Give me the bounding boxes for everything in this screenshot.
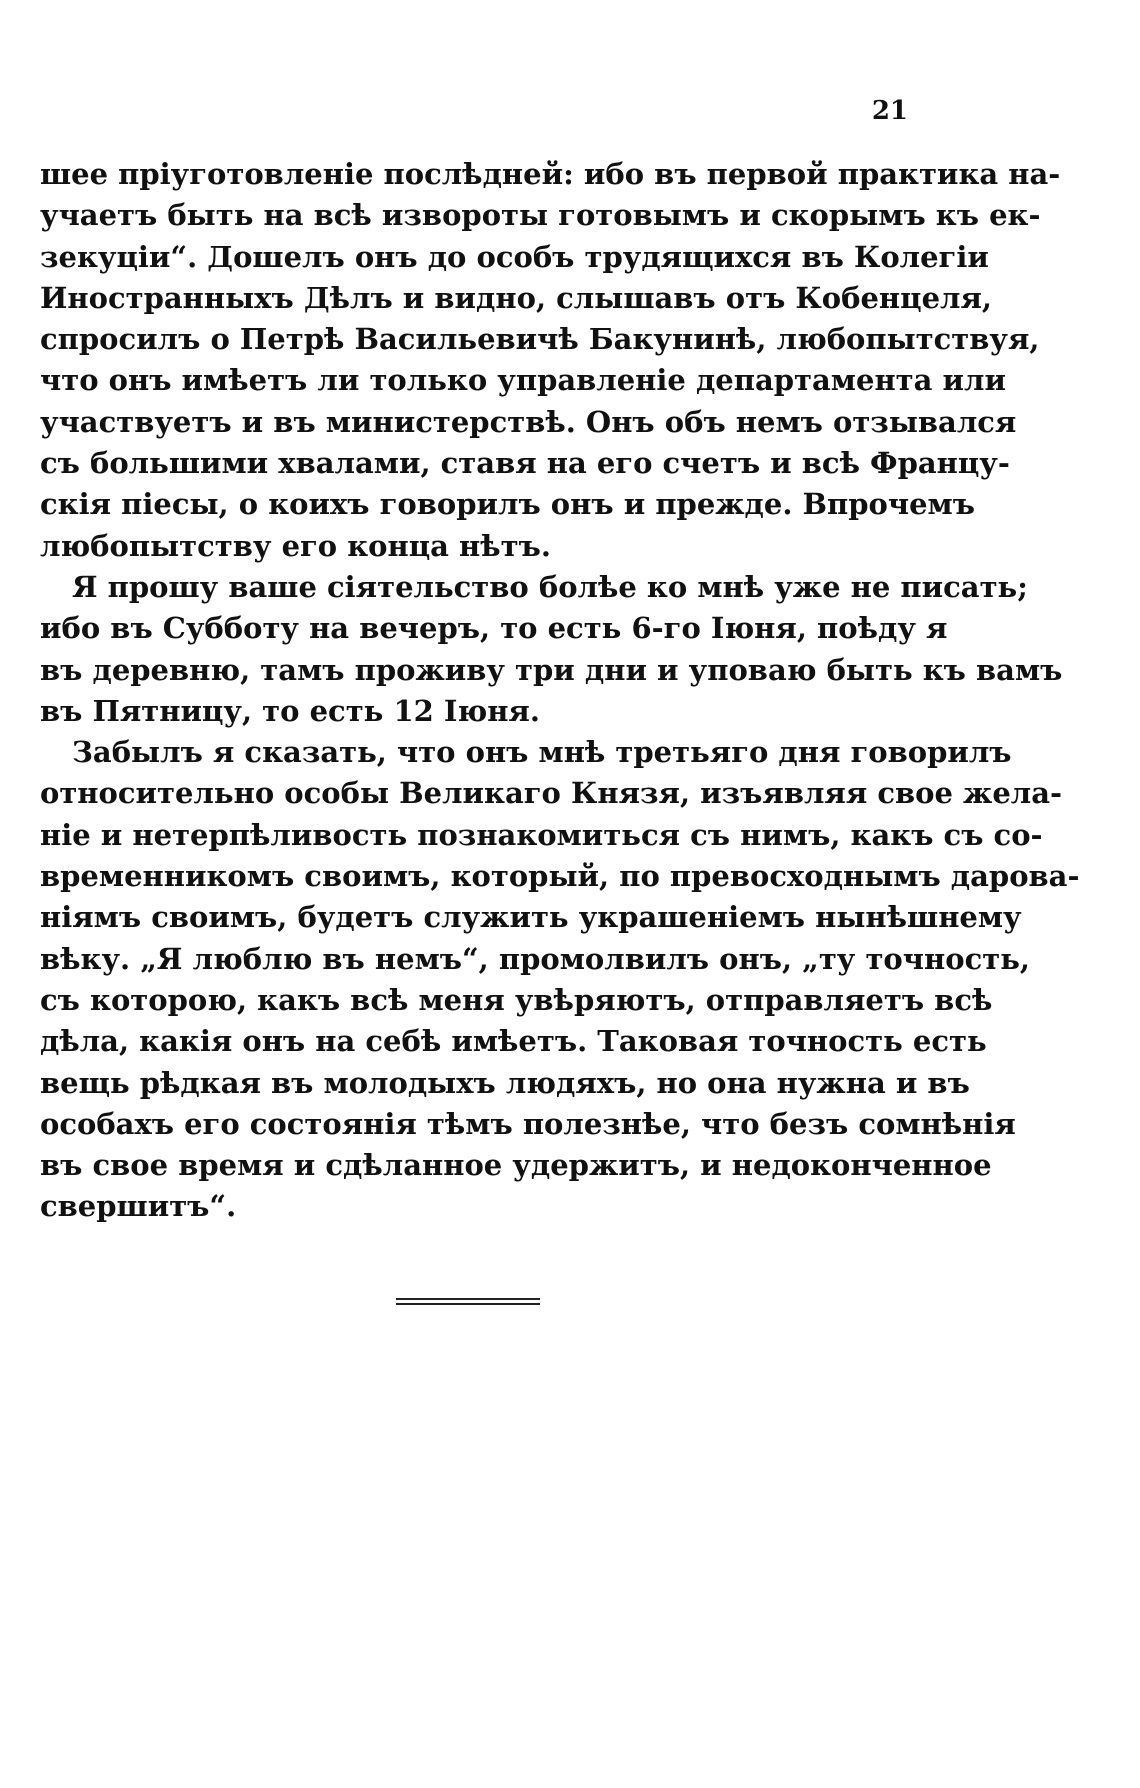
text-line: свершитъ“. bbox=[40, 1189, 237, 1224]
text-line: ніе и нетерпѣливость познакомиться съ нимъ, какъ съ со- bbox=[40, 817, 1043, 852]
text-line: участвуетъ и въ министерствѣ. Онъ объ немъ отзывался bbox=[40, 404, 1017, 439]
paragraph-start-line: Я прошу ваше сіятельство болѣе ко мнѣ уже не писать; bbox=[72, 569, 1028, 604]
text-line: съ большими хвалами, ставя на его счетъ и всѣ Францу- bbox=[40, 446, 1010, 481]
text-line: въ Пятницу, то есть 12 Іюня. bbox=[40, 693, 540, 728]
paragraph-start-line: Забылъ я сказать, что онъ мнѣ третьяго дня говорилъ bbox=[72, 735, 1012, 770]
text-line: дѣла, какія онъ на себѣ имѣетъ. Таковая точность есть bbox=[40, 1024, 987, 1059]
body-text bbox=[40, 154, 1080, 1228]
section-end-rule bbox=[396, 1298, 540, 1305]
text-line: учаетъ быть на всѣ извороты готовымъ и скорымъ къ ек- bbox=[40, 198, 1041, 233]
text-line: вѣку. „Я люблю въ немъ“, промолвилъ онъ, „ту точность, bbox=[40, 941, 1030, 976]
text-line: въ деревню, тамъ проживу три дни и уповаю быть къ вамъ bbox=[40, 652, 1063, 687]
text-line: спросилъ о Петрѣ Васильевичѣ Бакунинѣ, любопытствуя, bbox=[40, 322, 1040, 357]
text-line: вещь рѣдкая въ молодыхъ людяхъ, но она нужна и въ bbox=[40, 1065, 970, 1100]
text-line: въ свое время и сдѣланное удержитъ, и недоконченное bbox=[40, 1148, 992, 1183]
text-line: относительно особы Великаго Князя, изъявляя свое жела- bbox=[40, 776, 1063, 811]
text-line: шее пріуготовленіе послѣдней: ибо въ первой практика на- bbox=[40, 157, 1061, 191]
text-line: зекуціи“. Дошелъ онъ до особъ трудящихся въ Колегіи bbox=[40, 239, 989, 274]
text-line: съ которою, какъ всѣ меня увѣряютъ, отправляетъ всѣ bbox=[40, 982, 993, 1017]
text-line: Иностранныхъ Дѣлъ и видно, слышавъ отъ Кобенцеля, bbox=[40, 280, 993, 315]
text-line: особахъ его состоянія тѣмъ полезнѣе, что безъ сомнѣнія bbox=[40, 1106, 1016, 1141]
text-line: скія піесы, о коихъ говорилъ онъ и прежде. Впрочемъ bbox=[40, 487, 975, 522]
text-line: ибо въ Субботу на вечеръ, то есть 6-го Іюня, поѣду я bbox=[40, 611, 948, 646]
text-line: любопытству его конца нѣтъ. bbox=[40, 528, 551, 563]
text-line: временникомъ своимъ, который, по превосходнымъ дарова- bbox=[40, 859, 1080, 894]
text-line: ніямъ своимъ, будетъ служить украшеніемъ нынѣшнему bbox=[40, 900, 1022, 935]
page-number: 21 bbox=[871, 96, 908, 126]
text-line: что онъ имѣетъ ли только управленіе департамента или bbox=[40, 363, 1006, 398]
